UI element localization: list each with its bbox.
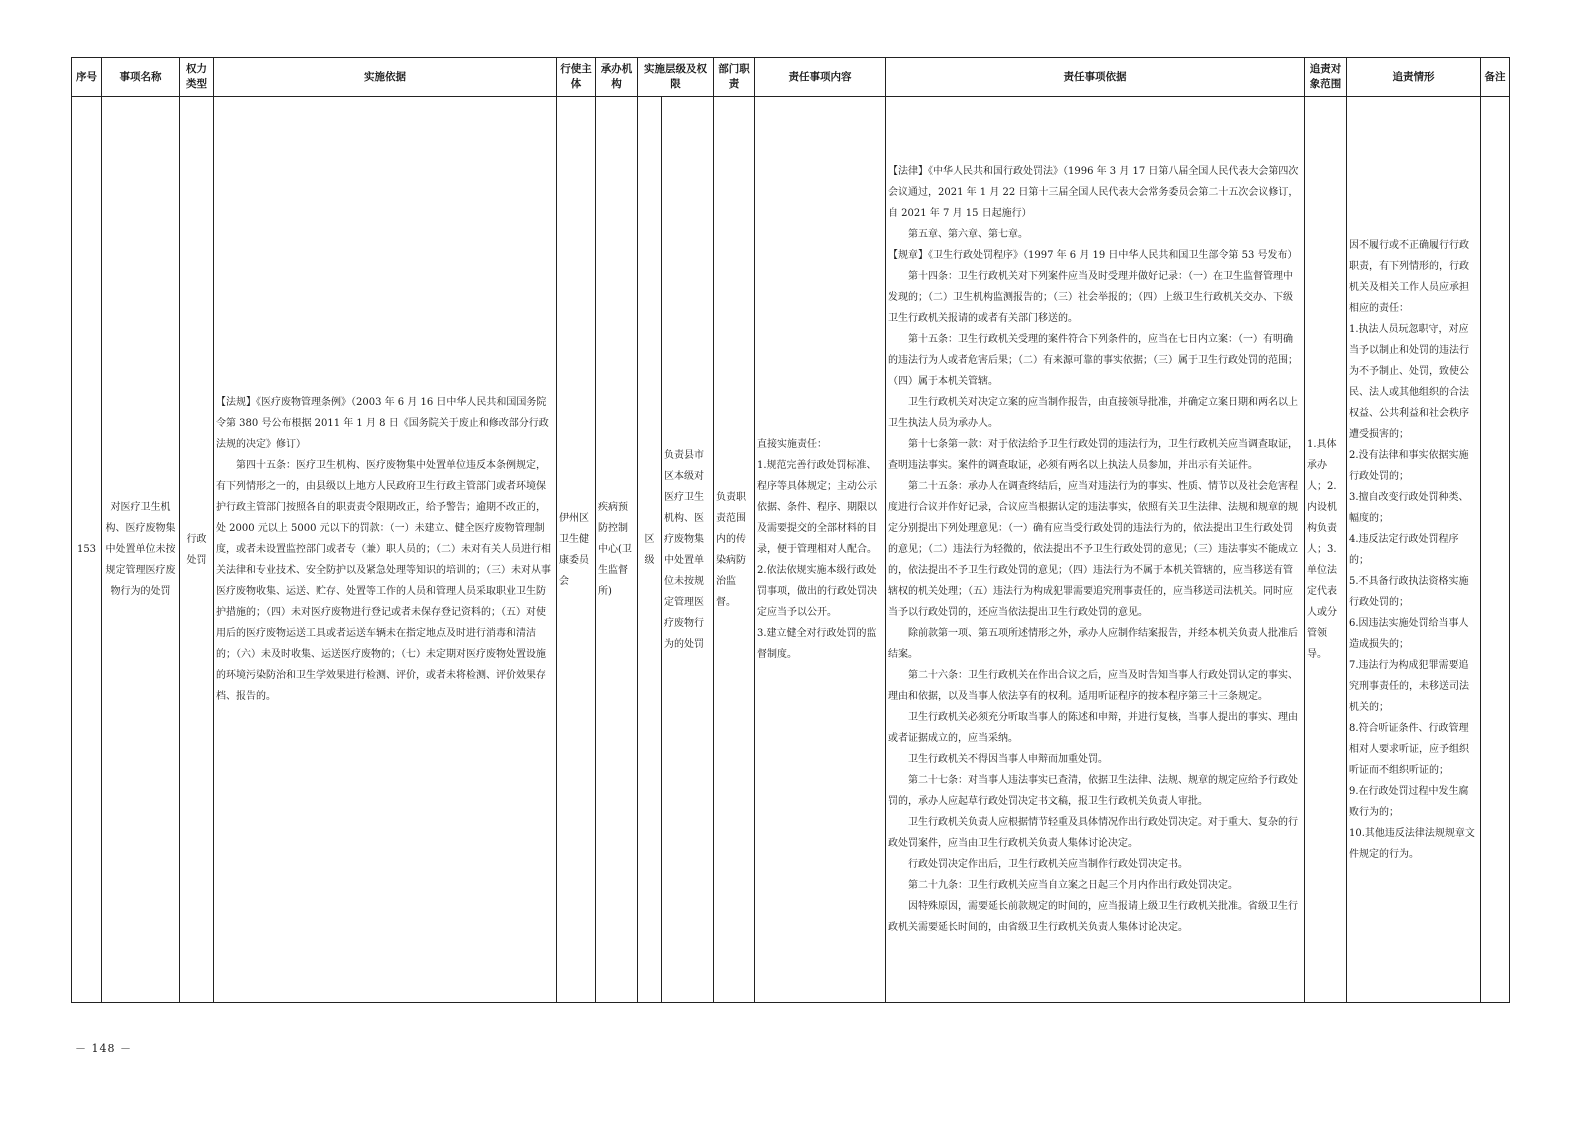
acc-case-item: 因不履行或不正确履行行政职责，有下列情形的，行政机关及相关工作人员应承担相应的责任： [1349,239,1469,314]
header-resp-content: 责任事项内容 [755,58,886,97]
page-number: － 148 － [75,1042,132,1055]
header-basis: 实施依据 [214,58,557,97]
cell-subject: 伊州区卫生健康委员会 [557,97,596,1003]
resp-content-line: 1.规范完善行政处罚标准、程序等具体规定；主动公示依据、条件、程序、期限以及需要提交的全部材料的目录，便于管理相对人配合。 [757,460,877,555]
cell-seq: 153 [72,97,102,1003]
header-subject: 行使主体 [557,58,596,97]
cell-basis [214,97,557,1003]
resp-basis-paragraph: 第五章、第六章、第七章。 [908,229,1028,240]
resp-basis-paragraph: 第二十九条：卫生行政机关应当自立案之日起三个月内作出行政处罚决定。 [908,880,1238,891]
resp-basis-paragraph: 【规章】《卫生行政处罚程序》（1997 年 6 月 19 日中华人民共和国卫生部令第 53 号发布） [888,250,1298,261]
cell-resp-basis [886,97,1305,1003]
resp-basis-paragraph: 第二十七条：对当事人违法事实已查清，依据卫生法律、法规、规章的规定应给予行政处罚的，承办人应起草行政处罚决定书文稿，报卫生行政机关负责人审批。 [888,775,1298,807]
acc-case-item: 2.没有法律和事实依据实施行政处罚的； [1349,449,1469,482]
resp-basis-paragraph: 第十七条第一款：对于依法给予卫生行政处罚的违法行为，卫生行政机关应当调查取证，查明违法事实。案件的调查取证，必须有两名以上执法人员参加，并出示有关证件。 [888,439,1298,471]
cell-acc-cases [1347,97,1481,1003]
header-acc-scope: 追责对象范围 [1305,58,1347,97]
resp-basis-paragraph: 【法律】《中华人民共和国行政处罚法》（1996 年 3 月 17 日第八届全国人民代表大会第四次会议通过，2021 年 1 月 22 日第十三届全国人民代表大会常务委员会第二十五次会议修订，自 2021 年 7 月 15 日起施行） [888,166,1299,219]
acc-case-item: 8.符合听证条件、行政管理相对人要求听证，应予组织听证而不组织听证的； [1349,722,1469,776]
cell-level-detail: 负责县市区本级对医疗卫生机构、医疗废物集中处置单位未按规定管理医疗废物行为的处罚 [662,97,714,1003]
acc-case-item: 9.在行政处罚过程中发生腐败行为的； [1349,785,1469,818]
resp-content-line: 3.建立健全对行政处罚的监督制度。 [757,628,877,660]
resp-basis-paragraph: 卫生行政机关必须充分听取当事人的陈述和申辩，并进行复核，当事人提出的事实、理由或者证据成立的，应当采纳。 [888,712,1298,744]
resp-basis-paragraph: 卫生行政机关负责人应根据情节轻重及具体情况作出行政处罚决定。对于重大、复杂的行政处罚案件，应当由卫生行政机关负责人集体讨论决定。 [888,817,1298,849]
resp-basis-paragraph: 卫生行政机关对决定立案的应当制作报告，由直接领导批准，并确定立案日期和两名以上卫生执法人员为承办人。 [888,397,1298,429]
cell-item-name: 对医疗卫生机构、医疗废物集中处置单位未按规定管理医疗废物行为的处罚 [102,97,180,1003]
cell-acc-scope: 1.具体承办人；2.内设机构负责人；3.单位法定代表人或分管领导。 [1305,97,1347,1003]
header-level: 实施层级及权限 [638,58,714,97]
resp-basis-paragraph: 第二十五条：承办人在调查终结后，应当对违法行为的事实、性质、情节以及社会危害程度进行合议并作好记录，合议应当根据认定的违法事实，依照有关卫生法律、法规和规章的规定分别提出下列处理意见：（一）确有应当受行政处罚的违法行为的，依法提出卫生行政处罚的意见；（二）违法行为轻微的，依法提出不予卫生行政处罚的意见；（三）违法事实不能成立的，依法提出不予卫生行政处罚的意见；（四）违法行为不属于本机关管辖的，应当移送有管辖权的机关处理；（五）违法行为构成犯罪需要追究刑事责任的，应当移送司法机关。同时应当予以行政处罚的，还应当依法提出卫生行政处罚的意见。 [888,481,1298,618]
acc-case-item: 5.不具备行政执法资格实施行政处罚的； [1349,575,1469,608]
cell-agency: 疾病预防控制中心(卫生监督所) [596,97,638,1003]
basis-source: 【法规】《医疗废物管理条例》（2003 年 6 月 16 日中华人民共和国国务院令第 380 号公布根据 2011 年 1 月 8 日《国务院关于废止和修改部分行政法规的决定》修订） [216,397,549,450]
resp-content-line: 2.依法依规实施本级行政处罚事项，做出的行政处罚决定应当予以公开。 [757,565,877,618]
header-item-name: 事项名称 [102,58,180,97]
resp-basis-list [888,161,1302,938]
acc-cases-list [1349,235,1478,865]
resp-basis-paragraph: 行政处罚决定作出后，卫生行政机关应当制作行政处罚决定书。 [908,859,1188,870]
acc-case-item: 1.执法人员玩忽职守，对应当予以制止和处罚的违法行为不予制止、处罚，致使公民、法人或其他组织的合法权益、公共利益和社会秩序遭受损害的； [1349,323,1469,440]
cell-power-type: 行政处罚 [180,97,214,1003]
resp-basis-paragraph: 除前款第一项、第五项所述情形之外，承办人应制作结案报告，并经本机关负责人批准后结案。 [888,628,1298,660]
table-header-row [72,58,1510,97]
cell-duty: 负责职责范围内的传染病防治监督。 [714,97,755,1003]
resp-basis-paragraph: 第十五条：卫生行政机关受理的案件符合下列条件的，应当在七日内立案：（一）有明确的违法行为人或者危害后果；（二）有来源可靠的事实依据；（三）属于卫生行政处罚的范围；（四）属于本机关管辖。 [888,334,1298,387]
acc-case-item: 6.因违法实施处罚给当事人造成损失的； [1349,617,1469,650]
table-row [72,97,1510,1003]
header-power-type: 权力类型 [180,58,214,97]
resp-basis-paragraph: 因特殊原因，需要延长前款规定的时间的，应当报请上级卫生行政机关批准。省级卫生行政机关需要延长时间的，由省级卫生行政机关负责人集体讨论决定。 [888,901,1298,933]
acc-case-item: 7.违法行为构成犯罪需要追究刑事责任的，未移送司法机关的； [1349,659,1469,713]
resp-content-line: 直接实施责任： [757,439,827,450]
cell-remark [1481,97,1510,1003]
cell-level: 区级 [638,97,662,1003]
acc-case-item: 4.违反法定行政处罚程序的； [1349,533,1459,566]
header-seq: 序号 [72,58,102,97]
resp-basis-paragraph: 第二十六条：卫生行政机关在作出合议之后，应当及时告知当事人行政处罚认定的事实、理由和依据，以及当事人依法享有的权利。适用听证程序的按本程序第三十三条规定。 [888,670,1298,702]
acc-case-item: 10.其他违反法律法规规章文件规定的行为。 [1349,827,1475,860]
header-remark: 备注 [1481,58,1510,97]
header-resp-basis: 责任事项依据 [886,58,1305,97]
acc-case-item: 3.擅自改变行政处罚种类、幅度的； [1349,491,1469,524]
basis-article: 第四十五条：医疗卫生机构、医疗废物集中处置单位违反本条例规定，有下列情形之一的，由县级以上地方人民政府卫生行政主管部门或者环境保护行政主管部门按照各自的职责责令限期改正，给予警告；逾期不改正的，处 2000 元以上 5000 元以下的罚款：（一）未建立、健全医疗废物管理制度，或者未设置监控部门或者专（兼）职人员的；（二）未对有关人员进行相关法律和专业技术、安全防护以及紧急处理等知识的培训的；（三）未对从事医疗废物收集、运送、贮存、处置等工作的人员和管理人员采取职业卫生防护措施的；（四）未对医疗废物进行登记或者未保存登记资料的；（五）对使用后的医疗废物运送工具或者运送车辆未在指定地点及时进行消毒和清洁的；（六）未及时收集、运送医疗废物的；（七）未定期对医疗废物处置设施的环境污染防治和卫生学效果进行检测、评价，或者未将检测、评价效果存档、报告的。 [216,460,551,702]
header-agency: 承办机构 [596,58,638,97]
responsibility-table [71,57,1510,1003]
resp-basis-paragraph: 卫生行政机关不得因当事人申辩而加重处罚。 [908,754,1108,765]
header-duty: 部门职责 [714,58,755,97]
header-acc-cases: 追责情形 [1347,58,1481,97]
cell-resp-content [755,97,886,1003]
resp-basis-paragraph: 第十四条：卫生行政机关对下列案件应当及时受理并做好记录：（一）在卫生监督管理中发现的；（二）卫生机构监测报告的；（三）社会举报的；（四）上级卫生行政机关交办、下级卫生行政机关报请的或者有关部门移送的。 [888,271,1293,324]
